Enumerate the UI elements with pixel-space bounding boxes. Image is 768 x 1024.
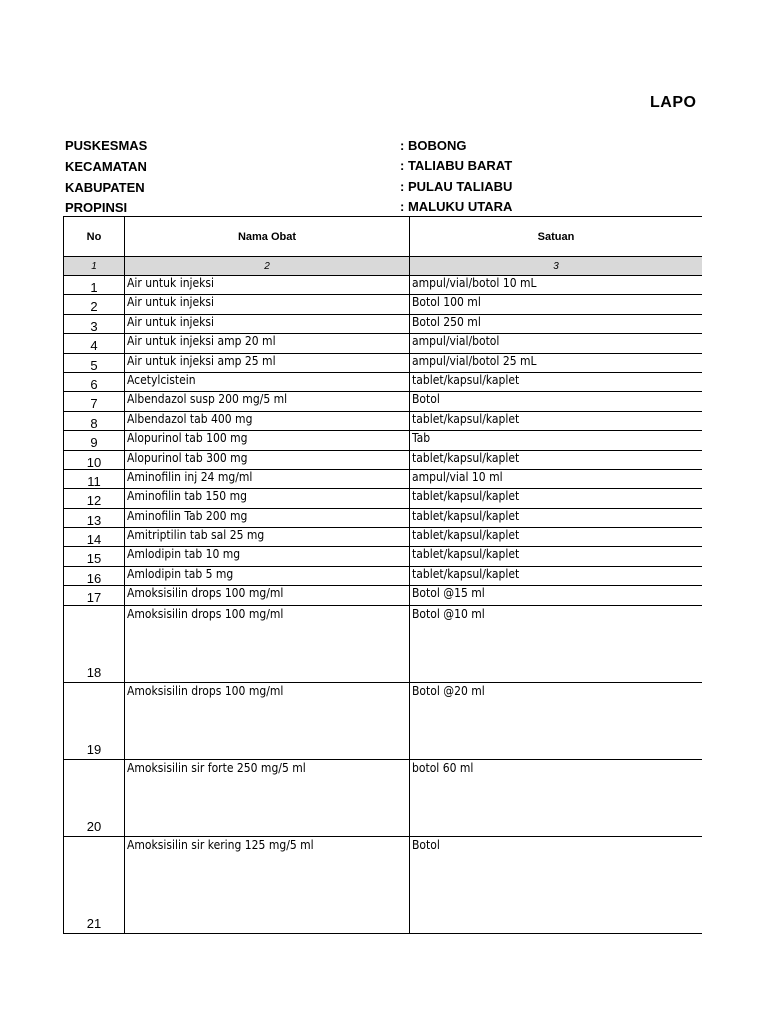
table-row bbox=[63, 431, 702, 450]
row-satuan: Botol @10 ml bbox=[409, 606, 702, 682]
row-nama-obat: Albendazol susp 200 mg/5 ml bbox=[124, 392, 409, 410]
table-row bbox=[63, 509, 702, 528]
row-nama-obat: Air untuk injeksi amp 25 ml bbox=[124, 354, 409, 372]
table-row bbox=[63, 567, 702, 586]
row-no: 14 bbox=[63, 528, 124, 546]
row-no: 17 bbox=[63, 586, 124, 604]
row-nama-obat: Amoksisilin drops 100 mg/ml bbox=[124, 683, 409, 759]
row-satuan: tablet/kapsul/kaplet bbox=[409, 451, 702, 469]
table-row bbox=[63, 547, 702, 566]
table-row bbox=[63, 470, 702, 489]
table-row bbox=[63, 683, 702, 760]
table-row bbox=[63, 295, 702, 314]
table-row bbox=[63, 334, 702, 353]
table-row bbox=[63, 354, 702, 373]
report-title: LAPO bbox=[650, 94, 697, 111]
row-no: 11 bbox=[63, 470, 124, 488]
row-satuan: tablet/kapsul/kaplet bbox=[409, 547, 702, 565]
info-value-kabupaten: : PULAU TALIABU bbox=[400, 179, 513, 194]
row-nama-obat: Air untuk injeksi amp 20 ml bbox=[124, 334, 409, 352]
row-no: 3 bbox=[63, 315, 124, 333]
info-value-kecamatan: : TALIABU BARAT bbox=[400, 158, 513, 173]
row-satuan: ampul/vial/botol bbox=[409, 334, 702, 352]
row-nama-obat: Air untuk injeksi bbox=[124, 315, 409, 333]
info-label-kabupaten: KABUPATEN bbox=[65, 180, 145, 195]
row-satuan: Botol @15 ml bbox=[409, 586, 702, 604]
row-no: 21 bbox=[63, 837, 124, 933]
row-satuan: ampul/vial 10 ml bbox=[409, 470, 702, 488]
table-row bbox=[63, 412, 702, 431]
row-no: 13 bbox=[63, 509, 124, 527]
info-label-propinsi: PROPINSI bbox=[65, 200, 128, 215]
column-number-1: 1 bbox=[63, 257, 124, 275]
row-no: 10 bbox=[63, 451, 124, 469]
header-nama-obat: Nama Obat bbox=[124, 217, 409, 256]
row-nama-obat: Amoksisilin drops 100 mg/ml bbox=[124, 606, 409, 682]
row-no: 5 bbox=[63, 354, 124, 372]
row-nama-obat: Amoksisilin drops 100 mg/ml bbox=[124, 586, 409, 604]
info-value-propinsi: : MALUKU UTARA bbox=[400, 199, 513, 214]
row-no: 18 bbox=[63, 606, 124, 682]
row-nama-obat: Amoksisilin sir forte 250 mg/5 ml bbox=[124, 760, 409, 836]
table-row bbox=[63, 373, 702, 392]
table-row bbox=[63, 528, 702, 547]
table-row bbox=[63, 606, 702, 683]
header-satuan: Satuan bbox=[409, 217, 702, 256]
info-value-puskesmas: : BOBONG bbox=[400, 138, 467, 153]
table-row bbox=[63, 276, 702, 295]
row-satuan: botol 60 ml bbox=[409, 760, 702, 836]
row-satuan: tablet/kapsul/kaplet bbox=[409, 373, 702, 391]
row-no: 9 bbox=[63, 431, 124, 449]
row-satuan: Botol bbox=[409, 837, 702, 933]
column-number-3: 3 bbox=[409, 257, 702, 275]
table-row bbox=[63, 451, 702, 470]
row-nama-obat: Alopurinol tab 100 mg bbox=[124, 431, 409, 449]
row-satuan: Botol bbox=[409, 392, 702, 410]
info-label-puskesmas: PUSKESMAS bbox=[65, 138, 148, 153]
row-no: 8 bbox=[63, 412, 124, 430]
row-no: 6 bbox=[63, 373, 124, 391]
table-body bbox=[63, 276, 702, 934]
table-row bbox=[63, 837, 702, 934]
row-satuan: ampul/vial/botol 10 mL bbox=[409, 276, 702, 294]
row-nama-obat: Amlodipin tab 5 mg bbox=[124, 567, 409, 585]
row-nama-obat: Air untuk injeksi bbox=[124, 295, 409, 313]
row-nama-obat: Acetylcistein bbox=[124, 373, 409, 391]
row-satuan: tablet/kapsul/kaplet bbox=[409, 489, 702, 507]
table-row bbox=[63, 315, 702, 334]
row-satuan: tablet/kapsul/kaplet bbox=[409, 567, 702, 585]
row-satuan: tablet/kapsul/kaplet bbox=[409, 509, 702, 527]
row-no: 19 bbox=[63, 683, 124, 759]
row-no: 16 bbox=[63, 567, 124, 585]
row-satuan: tablet/kapsul/kaplet bbox=[409, 412, 702, 430]
column-number-row bbox=[63, 257, 702, 276]
row-satuan: Botol 250 ml bbox=[409, 315, 702, 333]
row-no: 1 bbox=[63, 276, 124, 294]
medicine-table bbox=[63, 216, 702, 934]
row-nama-obat: Amoksisilin sir kering 125 mg/5 ml bbox=[124, 837, 409, 933]
table-row bbox=[63, 392, 702, 411]
table-row bbox=[63, 489, 702, 508]
table-header-row bbox=[63, 216, 702, 257]
header-no: No bbox=[63, 217, 124, 256]
table-row bbox=[63, 586, 702, 605]
row-nama-obat: Amitriptilin tab sal 25 mg bbox=[124, 528, 409, 546]
row-no: 12 bbox=[63, 489, 124, 507]
row-no: 7 bbox=[63, 392, 124, 410]
table-row bbox=[63, 760, 702, 837]
row-nama-obat: Aminofilin tab 150 mg bbox=[124, 489, 409, 507]
row-satuan: Botol 100 ml bbox=[409, 295, 702, 313]
row-no: 15 bbox=[63, 547, 124, 565]
row-satuan: Tab bbox=[409, 431, 702, 449]
row-nama-obat: Air untuk injeksi bbox=[124, 276, 409, 294]
row-no: 20 bbox=[63, 760, 124, 836]
row-satuan: Botol @20 ml bbox=[409, 683, 702, 759]
row-nama-obat: Amlodipin tab 10 mg bbox=[124, 547, 409, 565]
row-nama-obat: Albendazol tab 400 mg bbox=[124, 412, 409, 430]
row-no: 4 bbox=[63, 334, 124, 352]
row-nama-obat: Aminofilin Tab 200 mg bbox=[124, 509, 409, 527]
row-nama-obat: Aminofilin inj 24 mg/ml bbox=[124, 470, 409, 488]
row-satuan: tablet/kapsul/kaplet bbox=[409, 528, 702, 546]
info-label-kecamatan: KECAMATAN bbox=[65, 159, 147, 174]
row-nama-obat: Alopurinol tab 300 mg bbox=[124, 451, 409, 469]
row-satuan: ampul/vial/botol 25 mL bbox=[409, 354, 702, 372]
column-number-2: 2 bbox=[124, 257, 409, 275]
row-no: 2 bbox=[63, 295, 124, 313]
